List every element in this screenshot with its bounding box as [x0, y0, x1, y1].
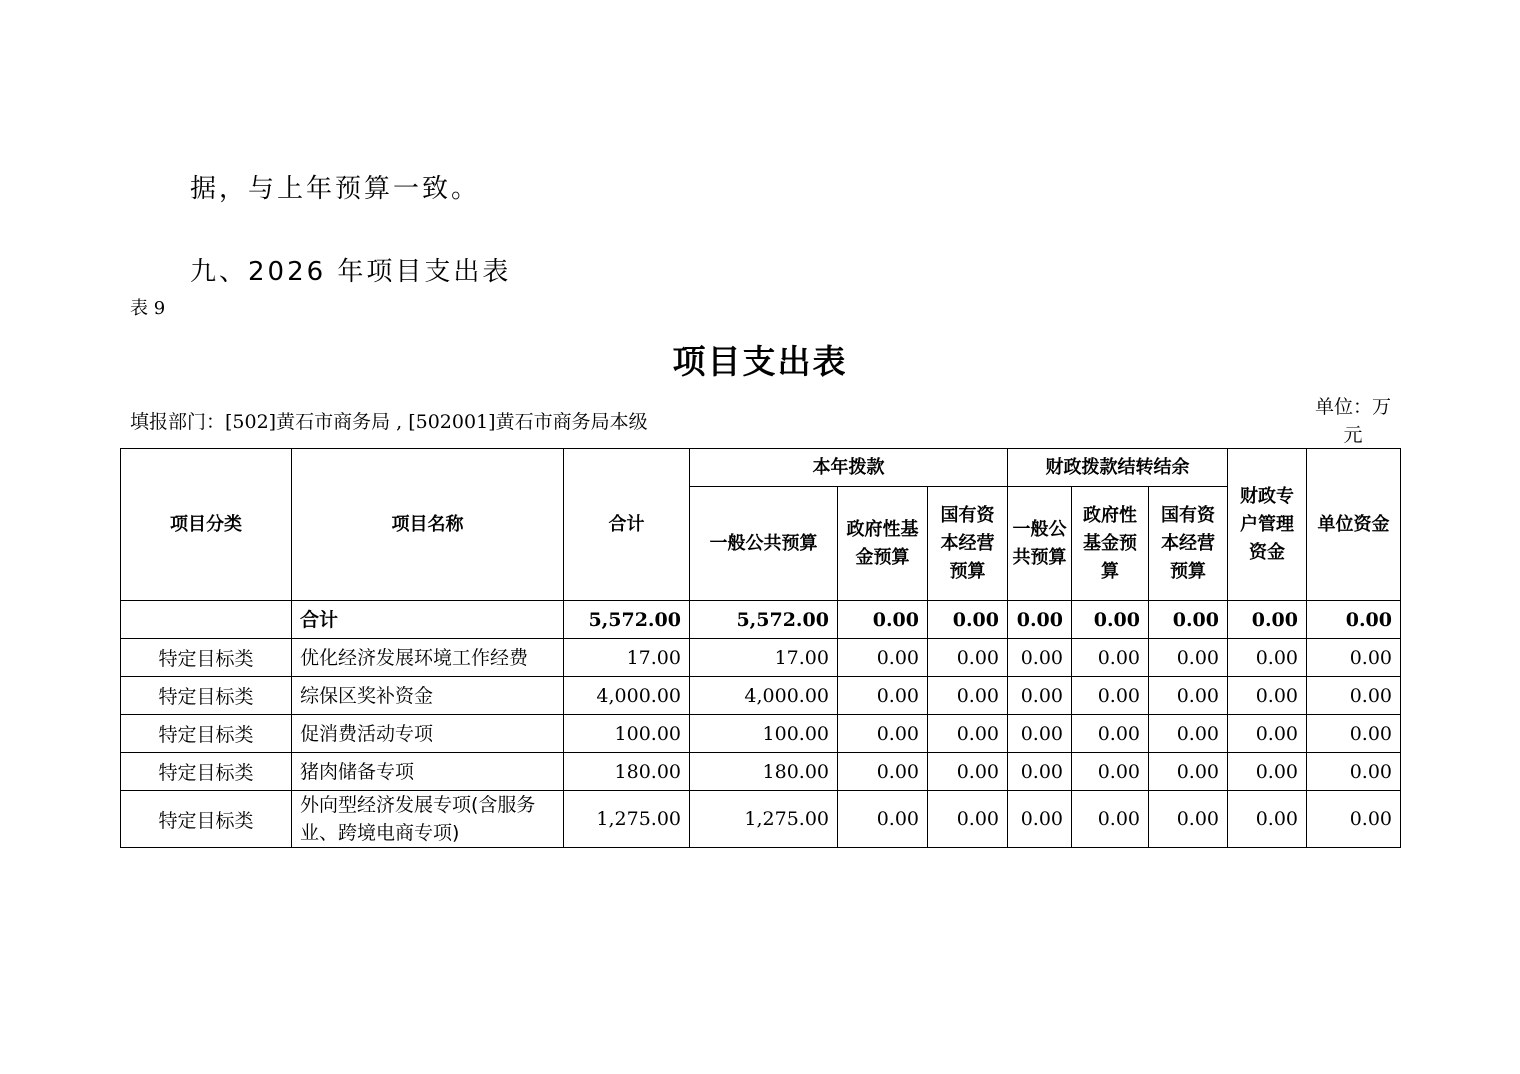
cell-co-gov-fund: 0.00: [1072, 753, 1149, 791]
cell-co-general: 0.00: [1008, 753, 1072, 791]
cell-co-state-capital: 0.00: [1149, 639, 1228, 677]
cell-unit-funds: 0.00: [1307, 791, 1401, 848]
cell-unit-funds: 0.00: [1307, 715, 1401, 753]
table-row: [121, 753, 1401, 791]
cell-co-state-capital: 0.00: [1149, 601, 1228, 639]
cell-project-name: 优化经济发展环境工作经费: [292, 639, 564, 677]
cell-special-account: 0.00: [1228, 715, 1307, 753]
cell-category: 特定目标类: [121, 715, 292, 753]
table-row-total: [121, 601, 1401, 639]
cell-category: 特定目标类: [121, 639, 292, 677]
cell-project-name: 合计: [292, 601, 564, 639]
cell-special-account: 0.00: [1228, 791, 1307, 848]
cell-cy-gov-fund: 0.00: [838, 753, 928, 791]
cell-project-name: 综保区奖补资金: [292, 677, 564, 715]
cell-total: 180.00: [564, 753, 690, 791]
body-text-line: 据，与上年预算一致。: [190, 174, 481, 204]
cell-project-name: 外向型经济发展专项(含服务业、跨境电商专项): [292, 791, 564, 848]
header-current-year-appropriation: 本年拨款: [690, 449, 1008, 487]
table-row: [121, 677, 1401, 715]
cell-cy-general: 180.00: [690, 753, 838, 791]
cell-special-account: 0.00: [1228, 753, 1307, 791]
cell-cy-state-capital: 0.00: [928, 715, 1008, 753]
section-heading: 九、2026 年项目支出表: [190, 257, 512, 287]
cell-co-gov-fund: 0.00: [1072, 677, 1149, 715]
cell-total: 4,000.00: [564, 677, 690, 715]
cell-co-general: 0.00: [1008, 715, 1072, 753]
cell-cy-general: 4,000.00: [690, 677, 838, 715]
cell-total: 1,275.00: [564, 791, 690, 848]
cell-co-state-capital: 0.00: [1149, 791, 1228, 848]
cell-total: 100.00: [564, 715, 690, 753]
cell-cy-general: 5,572.00: [690, 601, 838, 639]
table-number: 表 9: [130, 298, 166, 319]
header-unit-funds: 单位资金: [1307, 449, 1401, 601]
header-co-state-capital-budget: 国有资本经营预算: [1149, 487, 1228, 601]
header-project-name: 项目名称: [292, 449, 564, 601]
header-carryover-balance: 财政拨款结转结余: [1008, 449, 1228, 487]
cell-special-account: 0.00: [1228, 677, 1307, 715]
header-cy-general-budget: 一般公共预算: [690, 487, 838, 601]
cell-co-gov-fund: 0.00: [1072, 715, 1149, 753]
cell-unit-funds: 0.00: [1307, 601, 1401, 639]
header-category: 项目分类: [121, 449, 292, 601]
cell-co-gov-fund: 0.00: [1072, 639, 1149, 677]
cell-cy-general: 17.00: [690, 639, 838, 677]
cell-co-general: 0.00: [1008, 677, 1072, 715]
table-title: 项目支出表: [672, 342, 848, 381]
cell-cy-state-capital: 0.00: [928, 791, 1008, 848]
cell-cy-state-capital: 0.00: [928, 677, 1008, 715]
cell-cy-state-capital: 0.00: [928, 639, 1008, 677]
header-special-account-funds: 财政专户管理资金: [1228, 449, 1307, 601]
cell-cy-state-capital: 0.00: [928, 601, 1008, 639]
table-row: [121, 715, 1401, 753]
cell-category: 特定目标类: [121, 753, 292, 791]
cell-co-general: 0.00: [1008, 791, 1072, 848]
cell-total: 17.00: [564, 639, 690, 677]
header-cy-state-capital-budget: 国有资本经营预算: [928, 487, 1008, 601]
cell-category: 特定目标类: [121, 677, 292, 715]
cell-cy-gov-fund: 0.00: [838, 601, 928, 639]
cell-cy-gov-fund: 0.00: [838, 639, 928, 677]
cell-category: 特定目标类: [121, 791, 292, 848]
cell-unit-funds: 0.00: [1307, 639, 1401, 677]
cell-co-gov-fund: 0.00: [1072, 791, 1149, 848]
project-expenditure-table: [120, 448, 1401, 848]
header-cy-gov-fund-budget: 政府性基金预算: [838, 487, 928, 601]
cell-cy-general: 100.00: [690, 715, 838, 753]
reporting-department: 填报部门：[502]黄石市商务局 , [502001]黄石市商务局本级: [130, 411, 648, 433]
cell-cy-gov-fund: 0.00: [838, 677, 928, 715]
cell-co-state-capital: 0.00: [1149, 753, 1228, 791]
cell-project-name: 猪肉储备专项: [292, 753, 564, 791]
header-co-gov-fund-budget: 政府性基金预算: [1072, 487, 1149, 601]
cell-category: [121, 601, 292, 639]
table-row: [121, 639, 1401, 677]
cell-total: 5,572.00: [564, 601, 690, 639]
cell-co-gov-fund: 0.00: [1072, 601, 1149, 639]
cell-unit-funds: 0.00: [1307, 677, 1401, 715]
cell-cy-gov-fund: 0.00: [838, 791, 928, 848]
cell-cy-gov-fund: 0.00: [838, 715, 928, 753]
cell-cy-state-capital: 0.00: [928, 753, 1008, 791]
cell-project-name: 促消费活动专项: [292, 715, 564, 753]
cell-co-state-capital: 0.00: [1149, 677, 1228, 715]
header-co-general-budget: 一般公共预算: [1008, 487, 1072, 601]
cell-special-account: 0.00: [1228, 639, 1307, 677]
cell-special-account: 0.00: [1228, 601, 1307, 639]
cell-co-general: 0.00: [1008, 639, 1072, 677]
table-row: [121, 791, 1401, 848]
header-total: 合计: [564, 449, 690, 601]
unit-label: 单位：万元: [1314, 396, 1391, 446]
cell-co-state-capital: 0.00: [1149, 715, 1228, 753]
cell-unit-funds: 0.00: [1307, 753, 1401, 791]
cell-co-general: 0.00: [1008, 601, 1072, 639]
cell-cy-general: 1,275.00: [690, 791, 838, 848]
